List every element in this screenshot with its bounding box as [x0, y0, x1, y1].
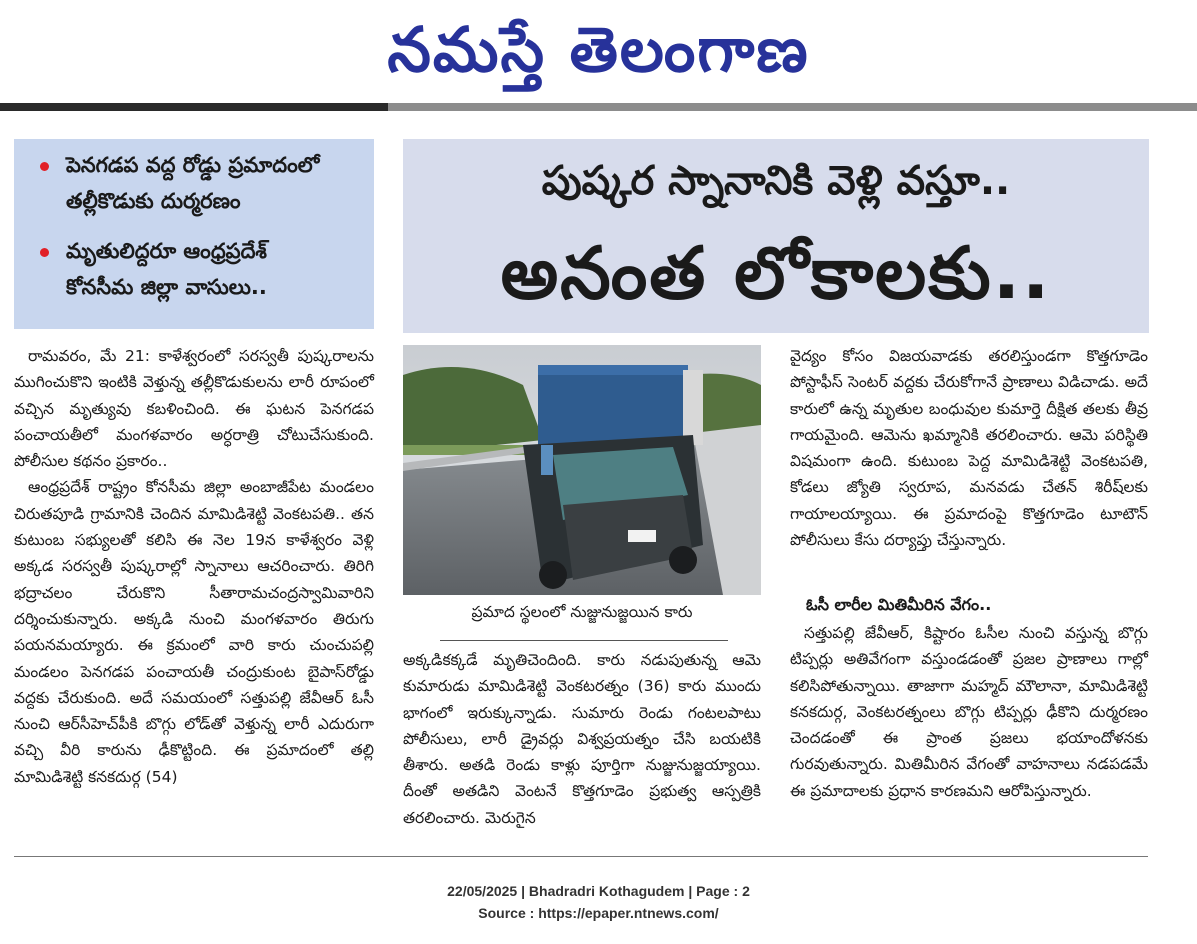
- masthead-rule-dark: [0, 103, 388, 111]
- masthead-rule-grey: [388, 103, 1197, 111]
- article-paragraph: అక్కడికక్కడే మృతిచెందింది. కారు నడుపుతున్న ఆమె కుమారుడు మామిడిశెట్టి వెంకటరత్నం (36) కారు ముందు భాగంలో ఇరుక్కున్నాడు. సుమారు రెండు గంటలపాటు పోలీసులు, లారీ డ్రైవర్లు విశ్వప్రయత్నం చేసి బయటికి తీశారు. అతడి రెండు కాళ్లు పూర్తిగా నుజ్జునుజ్జయ్యాయి. దీంతో అతడిని వెంటనే కొత్తగూడెం ప్రభుత్వ ఆస్పత్రికి తరలించారు. మెరుగైన: [403, 651, 761, 827]
- article-paragraph: రామవరం, మే 21: కాళేశ్వరంలో సరస్వతీ పుష్కరాలను ముగించుకొని ఇంటికి వెళ్తున్న తల్లీకొడుకులను లారీ రూపంలో వచ్చిన మృత్యువు కబళించింది. ఈ ఘటన పెనగడప పంచాయతీలో మంగళవారం అర్ధరాత్రి చోటుచేసుకుంది. పోలీసుల కథనం ప్రకారం..: [14, 347, 374, 471]
- footer-source-link[interactable]: Source : https://epaper.ntnews.com/: [478, 905, 719, 921]
- red-bullet-icon: [40, 248, 49, 257]
- footer-date-edition: 22/05/2025 | Bhadradri Kothagudem | Page : 2: [447, 883, 750, 899]
- article-column-1: [14, 343, 374, 790]
- kicker-line: తల్లీకొడుకు దుర్మరణం: [66, 189, 241, 213]
- photo-caption: ప్రమాద స్థలంలో నుజ్జునుజ్జయిన కారు: [471, 603, 693, 621]
- newspaper-logo: నమస్తే తెలంగాణ: [387, 13, 810, 86]
- red-bullet-icon: [40, 162, 49, 171]
- page-footer: [0, 880, 1197, 924]
- article-paragraph: సత్తుపల్లి జేవీఆర్, కిష్టారం ఓసీల నుంచి వస్తున్న బొగ్గు టిప్పర్లు అతివేగంగా వస్తుండడంతో ప్రజల ప్రాణాలు గాల్లో కలిసిపోతున్నాయి. తాజాగా మహ్మద్ మౌలానా, మామిడిశెట్టి కనకదుర్గ, వెంకటరత్నంలు బొగ్గు టిప్పర్లు ఢీకొని దుర్మరణం చెందడంతో ఈ ప్రాంత ప్రజలు భయాందోళనకు గురవుతున్నారు. మితిమీరిన వేగంతో వాహనాలు నడపడమే ఈ ప్రమాదాలకు ప్రధాన కారణమని ఆరోపిస్తున్నారు.: [790, 624, 1148, 800]
- masthead: [0, 0, 1197, 100]
- kicker-line: పెనగడప వద్ద రోడ్డు ప్రమాదంలో: [66, 153, 320, 177]
- kicker-line: కోనసీమ జిల్లా వాసులు..: [66, 275, 267, 299]
- kicker-box: [14, 139, 374, 329]
- article-column-3b: [790, 620, 1148, 804]
- article-paragraph: ఆంధ్రప్రదేశ్ రాష్ట్రం కోనసీమ జిల్లా అంబాజీపేట మండలం చిరుతపూడి గ్రామానికి చెందిన మామిడిశెట్టి వెంకటపతి.. తన కుటుంబ సభ్యులతో కలిసి ఈ నెల 19న కాళేశ్వరం వెళ్లి అక్కడ సరస్వతీ పుష్కరాల్లో స్నానాలు ఆచరించారు. తిరిగి భద్రాచలం చేరుకొని సీతారామచంద్రస్వామివారిని దర్శించుకున్నారు. అక్కడి నుంచి మంగళవారం తిరుగు పయనమయ్యారు. ఈ క్రమంలో వారి కారు చుంచుపల్లి మండలం పెనగడప పంచాయతీ చంద్రుకుంట బైపాస్‌రోడ్డు వద్దకు చేరుకుంది. అదే సమయంలో సత్తుపల్లి జేవీఆర్ ఓసీ నుంచి ఆర్‌సీహెచ్‌పీకి బొగ్గు లోడ్‌తో వెళ్తున్న లారీ ఎదురుగా వచ్చి వీరి కారును ఢీకొట్టింది. ఈ ప్రమాదంలో తల్లి మామిడిశెట్టి కనకదుర్గ (54): [14, 478, 374, 786]
- article-subheading: ఓసీ లారీల మితిమీరిన వేగం..: [806, 595, 992, 614]
- article-column-2: [403, 647, 761, 831]
- kicker-item: [28, 147, 366, 219]
- kicker-line: మృతులిద్దరూ ఆంధ్రప్రదేశ్: [66, 239, 267, 263]
- article-column-3: [790, 343, 1148, 553]
- bottom-divider: [14, 856, 1148, 857]
- kicker-item: [28, 233, 366, 305]
- accident-photo: [403, 345, 761, 595]
- headline-subtitle: పుష్కర స్నానానికి వెళ్లి వస్తూ..: [541, 158, 1011, 204]
- caption-divider: [440, 640, 728, 641]
- headline-title: అనంత లోకాలకు..: [500, 231, 1052, 315]
- headline-box: [403, 139, 1149, 333]
- article-paragraph: వైద్యం కోసం విజయవాడకు తరలిస్తుండగా కొత్తగూడెం పోస్టాఫీస్ సెంటర్ వద్దకు చేరుకోగానే ప్రాణాలు విడిచాడు. అదే కారులో ఉన్న మృతుల బంధువుల కుమార్తె దీక్షిత తలకు తీవ్ర గాయమైంది. ఆమెను ఖమ్మానికి తరలించారు. ఆమె పరిస్థితి విషమంగా ఉంది. కుటుంబ పెద్ద మామిడిశెట్టి వెంకటపతి, కోడలు జ్యోతి స్వరూప, మనవడు చేతన్ శిరీష్‌లకు గాయాలయ్యాయి. ఈ ప్రమాదంపై కొత్తగూడెం టూటౌన్ పోలీసులు కేసు దర్యాప్తు చేస్తున్నారు.: [790, 347, 1148, 550]
